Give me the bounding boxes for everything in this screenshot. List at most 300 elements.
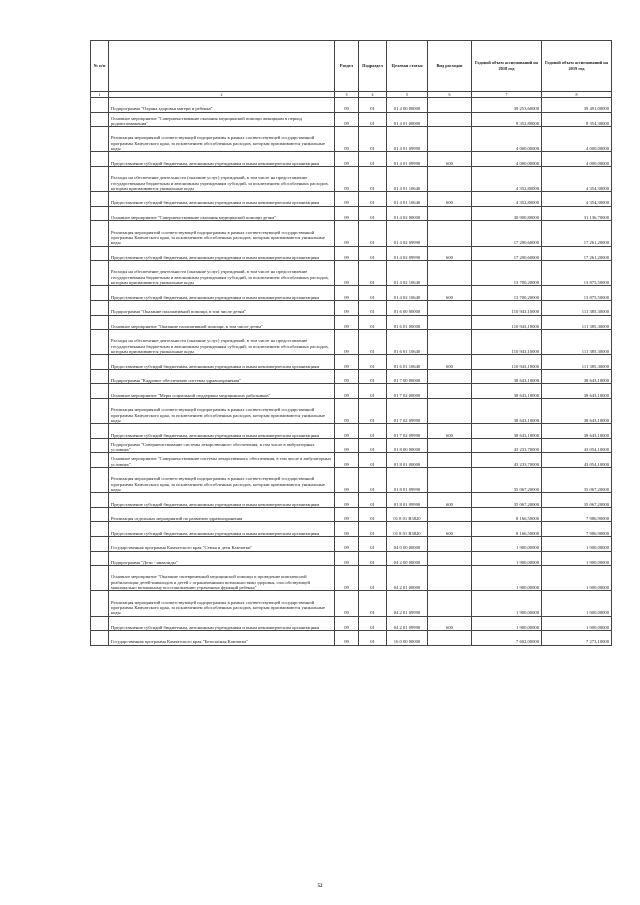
cell-section: 09 [335,522,359,537]
cell-subsection: 01 [359,300,387,315]
cell-vol2019: 7 986,90000 [542,507,612,522]
cell-subsection: 01 [359,330,387,355]
cell-subsection: 01 [359,424,387,439]
cell-vol2018: 13 700,20000 [472,286,542,301]
cell-target: 04 0 00 00000 [387,537,428,552]
cell-exptype [428,300,472,315]
cell-vol2018: 43 233,70000 [472,438,542,453]
cell-subsection: 01 [359,166,387,191]
cell-subsection: 01 [359,468,387,493]
table-row [91,286,612,301]
table-row [91,330,612,355]
cell-num [91,315,109,330]
cell-num [91,261,109,286]
cell-vol2018: 8 166,50000 [472,522,542,537]
cell-vol2019: 13 875,50000 [542,286,612,301]
cell-num [91,152,109,167]
cell-section: 09 [335,591,359,616]
cell-name: Предоставление субсидий бюджетным, автономным учреждениям и иным некоммерческим организациям [109,246,335,261]
cell-num [91,330,109,355]
cell-vol2019: 13 875,50000 [542,261,612,286]
cell-num [91,221,109,246]
cell-exptype [428,438,472,453]
cell-vol2019: 43 054,10000 [542,438,612,453]
cell-name: Расходы на обеспечение деятельности (оказание услуг) учреждений, в том числе на предоставление государственным бюджетным и автономным учреждениям субсидий, за исключением обособленных расходов, которым присваиваются уникальные коды [109,166,335,191]
cell-target: 01 6 01 10640 [387,355,428,370]
cell-vol2019: 1 900,00000 [542,591,612,616]
header-vol2019: Годовой объем ассигнований на 2019 год [542,41,612,92]
cell-target: 01 4 02 09990 [387,221,428,246]
cell-vol2018: 17 200,60000 [472,221,542,246]
cell-name: Предоставление субсидий бюджетным, автономным учреждениям и иным некоммерческим организациям [109,192,335,207]
cell-name: Предоставление субсидий бюджетным, автономным учреждениям и иным некоммерческим организациям [109,424,335,439]
cell-vol2018: 8 166,50000 [472,507,542,522]
cell-subsection: 01 [359,355,387,370]
table-row [91,399,612,424]
cell-section: 09 [335,127,359,152]
cell-name: Подпрограмма "Охрана здоровья матери и ребенка" [109,98,335,113]
cell-name: Реализация мероприятий соответствующей подпрограммы в рамках соответствующей государственной программы Камчатского края, за исключением обособленных расходов, которым присваиваются уникальные коды [109,127,335,152]
cell-subsection: 01 [359,591,387,616]
col-number: 1 [91,92,109,98]
cell-exptype: 600 [428,152,472,167]
cell-vol2018: 8 352,80000 [472,112,542,127]
cell-name: Реализация мероприятий соответствующей подпрограммы в рамках соответствующей государственной программы Камчатского края, за исключением обособленных расходов, которым присваиваются уникальные коды [109,399,335,424]
cell-subsection: 01 [359,127,387,152]
col-number: 3 [335,92,359,98]
cell-num [91,424,109,439]
cell-vol2019: 31 136,70000 [542,206,612,221]
cell-target: 01 4 02 10640 [387,261,428,286]
cell-exptype [428,166,472,191]
cell-exptype: 600 [428,424,472,439]
cell-section: 09 [335,537,359,552]
table-row [91,438,612,453]
table-row [91,551,612,566]
cell-subsection: 01 [359,551,387,566]
cell-vol2018: 43 233,70000 [472,453,542,468]
cell-vol2018: 35 067,20000 [472,493,542,508]
cell-num [91,127,109,152]
table-body [91,98,612,646]
cell-vol2019: 17 261,20000 [542,221,612,246]
cell-section: 09 [335,206,359,221]
cell-name: Реализация мероприятий соответствующей подпрограммы в рамках соответствующей государственной программы Камчатского края, за исключением обособленных расходов, которым присваиваются уникальные коды [109,221,335,246]
table-row [91,152,612,167]
cell-section: 09 [335,384,359,399]
header-vol2018: Годовой объем ассигнований на 2018 год [472,41,542,92]
cell-target: 01 6 01 00000 [387,315,428,330]
col-number: 2 [109,92,335,98]
table-row [91,522,612,537]
cell-section: 09 [335,369,359,384]
cell-target: 16 0 00 00000 [387,631,428,646]
cell-vol2018: 38 643,10000 [472,399,542,424]
table-row [91,246,612,261]
table-row [91,261,612,286]
cell-vol2018: 1 900,00000 [472,551,542,566]
cell-subsection: 01 [359,369,387,384]
cell-vol2018: 38 643,10000 [472,369,542,384]
cell-vol2018: 39 253,60000 [472,98,542,113]
cell-name: Подпрограмма "Оказание паллиативной помощи, в том числе детям" [109,300,335,315]
cell-name: Подпрограмма "Кадровое обеспечение системы здравоохранения" [109,369,335,384]
cell-section: 09 [335,438,359,453]
cell-vol2019: 1 900,00000 [542,537,612,552]
cell-vol2018: 30 900,80000 [472,206,542,221]
cell-subsection: 01 [359,566,387,591]
cell-vol2019: 7 273,10000 [542,631,612,646]
cell-subsection: 01 [359,453,387,468]
cell-num [91,522,109,537]
cell-section: 09 [335,399,359,424]
cell-num [91,537,109,552]
cell-section: 09 [335,166,359,191]
col-number: 7 [472,92,542,98]
budget-table-sheet [90,40,611,646]
cell-target: 01 4 00 00000 [387,98,428,113]
cell-target: 01 6 00 00000 [387,300,428,315]
cell-exptype [428,566,472,591]
cell-num [91,98,109,113]
col-number: 4 [359,92,387,98]
cell-exptype [428,551,472,566]
table-row [91,537,612,552]
cell-subsection: 01 [359,246,387,261]
col-number: 6 [428,92,472,98]
cell-name: Реализация отдельных мероприятий по развитию здравоохранения [109,507,335,522]
budget-table [90,40,612,646]
cell-vol2018: 7 602,00000 [472,631,542,646]
cell-target: 01 4 02 10640 [387,286,428,301]
cell-section: 09 [335,631,359,646]
cell-exptype: 600 [428,616,472,631]
cell-vol2019: 1 900,00000 [542,566,612,591]
cell-target: 01 8 00 00000 [387,438,428,453]
cell-exptype [428,206,472,221]
cell-vol2018: 1 900,00000 [472,537,542,552]
cell-subsection: 01 [359,315,387,330]
cell-name: Предоставление субсидий бюджетным, автономным учреждениям и иным некоммерческим организациям [109,286,335,301]
cell-subsection: 01 [359,522,387,537]
cell-subsection: 01 [359,261,387,286]
cell-num [91,631,109,646]
cell-subsection: 01 [359,384,387,399]
cell-vol2018: 110 943,10000 [472,330,542,355]
cell-exptype [428,221,472,246]
cell-name: Основное мероприятие "Совершенствование системы лекарственного обеспечения, в том числе в амбулаторных условиях" [109,453,335,468]
cell-subsection: 01 [359,631,387,646]
table-row [91,127,612,152]
cell-target: 01 4 01 09990 [387,152,428,167]
table-row [91,566,612,591]
cell-num [91,166,109,191]
cell-num [91,399,109,424]
cell-exptype: 600 [428,192,472,207]
table-row [91,591,612,616]
cell-section: 09 [335,300,359,315]
cell-exptype [428,127,472,152]
cell-target: 01 7 02 00000 [387,384,428,399]
cell-num [91,438,109,453]
cell-exptype [428,384,472,399]
cell-vol2019: 1 900,00000 [542,551,612,566]
cell-exptype: 600 [428,522,472,537]
cell-vol2018: 17 200,60000 [472,246,542,261]
cell-subsection: 01 [359,493,387,508]
cell-num [91,206,109,221]
cell-target: 04 2 01 09990 [387,591,428,616]
cell-num [91,453,109,468]
cell-num [91,616,109,631]
cell-section: 09 [335,192,359,207]
cell-section: 09 [335,152,359,167]
col-number: 5 [387,92,428,98]
cell-name: Расходы на обеспечение деятельности (оказание услуг) учреждений, в том числе на предоставление государственным бюджетным и автономным учреждениям субсидий, за исключением обособленных расходов, которым присваиваются уникальные коды [109,330,335,355]
cell-exptype [428,98,472,113]
table-row [91,384,612,399]
cell-target: 04 2 01 00000 [387,566,428,591]
cell-section: 09 [335,286,359,301]
header-num: № п/п [91,41,109,92]
cell-vol2019: 111 385,30000 [542,300,612,315]
cell-name: Предоставление субсидий бюджетным, автономным учреждениям и иным некоммерческим организациям [109,522,335,537]
cell-name: Основное мероприятие "Совершенствование оказания медицинской помощи детям" [109,206,335,221]
cell-vol2019: 4 000,00000 [542,152,612,167]
cell-vol2019: 39 491,00000 [542,98,612,113]
table-row [91,369,612,384]
cell-vol2019: 38 643,10000 [542,384,612,399]
cell-target: 01 4 01 09990 [387,127,428,152]
cell-vol2018: 1 900,00000 [472,566,542,591]
cell-name: Основное мероприятие "Меры социальной поддержки медицинских работников" [109,384,335,399]
cell-name: Предоставление субсидий бюджетным, автономным учреждениям и иным некоммерческим организациям [109,616,335,631]
cell-vol2018: 13 700,20000 [472,261,542,286]
cell-vol2019: 8 354,30000 [542,112,612,127]
cell-vol2019: 38 643,10000 [542,399,612,424]
cell-subsection: 01 [359,152,387,167]
cell-section: 09 [335,507,359,522]
cell-num [91,192,109,207]
cell-vol2019: 1 900,00000 [542,616,612,631]
cell-subsection: 01 [359,98,387,113]
cell-subsection: 01 [359,399,387,424]
cell-name: Предоставление субсидий бюджетным, автономным учреждениям и иным некоммерческим организациям [109,355,335,370]
cell-num [91,591,109,616]
cell-exptype [428,453,472,468]
cell-section: 09 [335,566,359,591]
cell-target: 01 8 01 R3820 [387,507,428,522]
page-number: 52 [317,884,323,889]
cell-section: 09 [335,246,359,261]
cell-target: 01 7 02 09990 [387,399,428,424]
cell-num [91,286,109,301]
cell-target: 01 4 01 10640 [387,192,428,207]
table-row [91,424,612,439]
cell-exptype [428,261,472,286]
cell-section: 09 [335,424,359,439]
cell-vol2019: 17 261,20000 [542,246,612,261]
cell-name: Государственная программа Камчатского края "Безопасная Камчатка" [109,631,335,646]
table-row [91,315,612,330]
cell-section: 09 [335,616,359,631]
table-row [91,206,612,221]
cell-num [91,246,109,261]
table-row [91,192,612,207]
cell-vol2019: 111 385,30000 [542,330,612,355]
cell-exptype [428,112,472,127]
cell-vol2018: 110 943,10000 [472,315,542,330]
cell-subsection: 01 [359,286,387,301]
header-row [91,41,612,92]
cell-section: 09 [335,98,359,113]
cell-section: 09 [335,221,359,246]
table-row [91,112,612,127]
table-row [91,166,612,191]
cell-target: 01 8 01 R3820 [387,522,428,537]
cell-section: 09 [335,453,359,468]
table-row [91,507,612,522]
cell-target: 04 2 00 00000 [387,551,428,566]
cell-subsection: 01 [359,192,387,207]
table-row [91,631,612,646]
cell-section: 09 [335,112,359,127]
cell-name: Основное мероприятие "Оказание паллиативной помощи, в том числе детям" [109,315,335,330]
cell-vol2019: 35 067,20000 [542,468,612,493]
cell-vol2018: 35 067,20000 [472,468,542,493]
cell-subsection: 01 [359,206,387,221]
cell-section: 09 [335,330,359,355]
cell-target: 01 8 01 00000 [387,453,428,468]
cell-target: 01 6 01 10640 [387,330,428,355]
cell-vol2018: 110 943,10000 [472,355,542,370]
cell-name: Реализация мероприятий соответствующей подпрограммы в рамках соответствующей государственной программы Камчатского края, за исключением обособленных расходов, которым присваиваются уникальные коды [109,591,335,616]
cell-section: 09 [335,261,359,286]
cell-vol2018: 38 643,10000 [472,384,542,399]
cell-section: 09 [335,355,359,370]
cell-vol2018: 4 352,80000 [472,192,542,207]
cell-name: Основное мероприятие "Оказание своевременной медицинской помощи и проведение комплексной реабилитации детей-инвалидов и детей с ограниченными возможностями здоровья, способствующей максимально возможному восстановлению утраченных функций ребенка" [109,566,335,591]
cell-num [91,112,109,127]
cell-vol2018: 4 000,00000 [472,127,542,152]
cell-target: 01 8 01 09990 [387,493,428,508]
cell-subsection: 01 [359,537,387,552]
cell-name: Подпрограмма "Дети - инвалиды" [109,551,335,566]
cell-section: 09 [335,551,359,566]
cell-num [91,300,109,315]
cell-name: Государственная программа Камчатского края "Семья и дети Камчатки" [109,537,335,552]
table-row [91,453,612,468]
cell-exptype [428,631,472,646]
cell-exptype [428,468,472,493]
header-target: Целевая статья [387,41,428,92]
header-name [109,41,335,92]
cell-num [91,355,109,370]
header-subsection: Подраздел [359,41,387,92]
cell-target: 01 4 02 09990 [387,246,428,261]
cell-subsection: 01 [359,616,387,631]
cell-vol2019: 38 643,10000 [542,369,612,384]
cell-name: Реализация мероприятий соответствующей подпрограммы в рамках соответствующей государственной программы Камчатского края, за исключением обособленных расходов, которым присваиваются уникальные коды [109,468,335,493]
header-section: Раздел [335,41,359,92]
cell-exptype: 600 [428,286,472,301]
cell-target: 01 4 02 00000 [387,206,428,221]
cell-vol2018: 4 000,00000 [472,152,542,167]
table-row [91,98,612,113]
cell-vol2019: 4 000,00000 [542,127,612,152]
cell-vol2018: 38 643,10000 [472,424,542,439]
cell-vol2019: 111 385,30000 [542,355,612,370]
cell-vol2019: 111 385,30000 [542,315,612,330]
cell-subsection: 01 [359,221,387,246]
cell-exptype: 600 [428,493,472,508]
cell-exptype [428,330,472,355]
table-row [91,221,612,246]
table-row [91,300,612,315]
cell-vol2018: 4 352,80000 [472,166,542,191]
cell-subsection: 01 [359,112,387,127]
cell-exptype [428,537,472,552]
cell-vol2018: 110 943,10000 [472,300,542,315]
cell-exptype: 600 [428,355,472,370]
cell-subsection: 01 [359,507,387,522]
cell-exptype [428,591,472,616]
cell-num [91,551,109,566]
cell-target: 01 7 00 00000 [387,369,428,384]
cell-section: 09 [335,468,359,493]
cell-exptype [428,369,472,384]
cell-exptype [428,315,472,330]
cell-vol2019: 4 354,30000 [542,192,612,207]
cell-target: 01 4 01 10640 [387,166,428,191]
cell-target: 01 4 01 00000 [387,112,428,127]
cell-vol2019: 43 054,10000 [542,453,612,468]
header-exptype: Вид расходов [428,41,472,92]
cell-name: Предоставление субсидий бюджетным, автономным учреждениям и иным некоммерческим организациям [109,493,335,508]
cell-subsection: 01 [359,438,387,453]
cell-exptype [428,507,472,522]
cell-exptype [428,399,472,424]
table-row [91,493,612,508]
cell-vol2019: 38 643,10000 [542,424,612,439]
cell-vol2019: 7 986,90000 [542,522,612,537]
cell-exptype: 600 [428,246,472,261]
cell-vol2019: 35 067,20000 [542,493,612,508]
cell-vol2018: 1 900,00000 [472,616,542,631]
cell-name: Подпрограмма "Совершенствование системы лекарственного обеспечения, в том числе в амбулаторных условиях" [109,438,335,453]
table-row [91,468,612,493]
cell-vol2018: 1 900,00000 [472,591,542,616]
cell-num [91,507,109,522]
cell-target: 04 2 01 09990 [387,616,428,631]
cell-target: 01 8 01 09990 [387,468,428,493]
table-row [91,616,612,631]
cell-name: Расходы на обеспечение деятельности (оказание услуг) учреждений, в том числе на предоставление государственным бюджетным и автономным учреждениям субсидий, за исключением обособленных расходов, которым присваиваются уникальные коды [109,261,335,286]
cell-name: Предоставление субсидий бюджетным, автономным учреждениям и иным некоммерческим организациям [109,152,335,167]
cell-section: 09 [335,493,359,508]
cell-num [91,493,109,508]
cell-num [91,384,109,399]
cell-target: 01 7 02 09990 [387,424,428,439]
table-row [91,355,612,370]
cell-num [91,566,109,591]
cell-vol2019: 4 354,30000 [542,166,612,191]
cell-name: Основное мероприятие "Совершенствование оказания медицинской помощи женщинам в период родовспоможения" [109,112,335,127]
cell-section: 09 [335,315,359,330]
cell-num [91,468,109,493]
cell-num [91,369,109,384]
col-number: 8 [542,92,612,98]
